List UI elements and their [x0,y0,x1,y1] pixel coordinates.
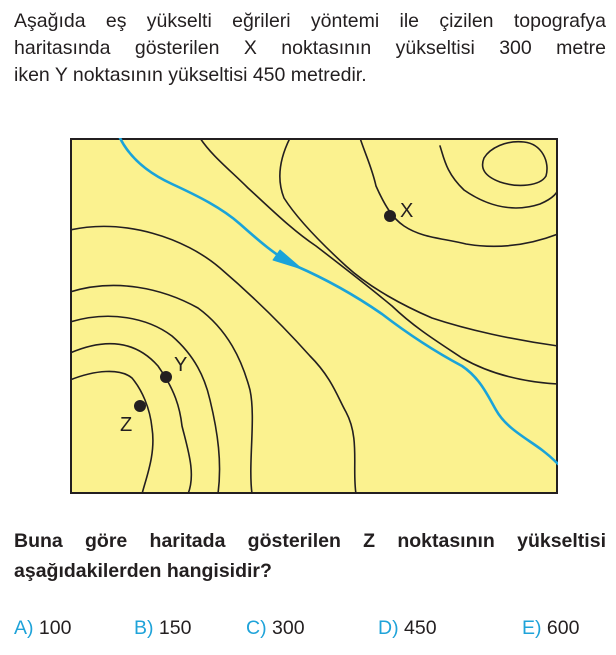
point-z-dot [134,400,146,412]
question-line-1: Buna göre haritada gösterilen Z noktasının yükseltisi [14,530,606,552]
option-c-value: 300 [272,617,305,639]
intro-text [14,8,606,89]
option-c-letter: C) [246,617,267,639]
option-c[interactable] [246,617,305,640]
map-background [71,139,557,493]
option-b-value: 150 [158,617,192,639]
topographic-map [70,138,558,494]
option-a-value: 100 [38,617,72,639]
option-d-letter: D) [378,617,399,639]
option-d-value: 450 [404,617,437,639]
option-e[interactable] [522,617,579,640]
point-z-label: Z [120,414,133,436]
answer-options [0,617,616,645]
option-a-letter: A) [14,617,34,639]
option-b-letter: B) [134,617,154,639]
point-x-dot [384,210,396,222]
point-y-dot [160,371,172,383]
intro-line-2: haritasında gösterilen X noktasının yükseltisi 300 metre [14,37,606,59]
option-e-value: 600 [546,617,580,639]
intro-line-3: iken Y noktasının yükseltisi 450 metredir. [14,64,367,86]
option-d[interactable] [378,617,437,640]
option-a[interactable] [14,617,71,640]
option-b[interactable] [134,617,191,640]
question-text [14,526,606,586]
question-line-2: aşağıdakilerden hangisidir? [14,560,272,582]
intro-line-1: Aşağıda eş yükselti eğrileri yöntemi ile çizilen topografya [14,10,606,32]
point-x-label: X [400,200,414,222]
option-e-letter: E) [522,617,542,639]
point-y-label: Y [174,354,188,376]
